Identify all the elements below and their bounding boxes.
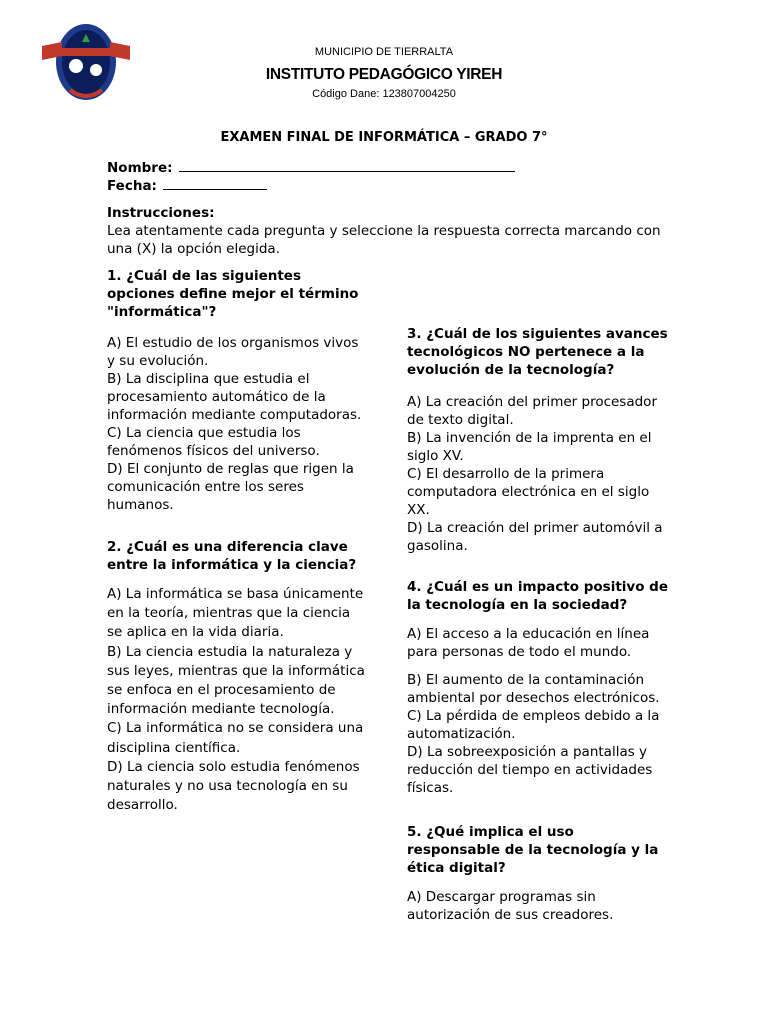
question-block-4 <box>407 578 669 797</box>
instructions-label: Instrucciones: <box>107 205 215 221</box>
municipality-name: MUNICIPIO DE TIERRALTA <box>314 46 454 58</box>
option-b[interactable]: B) El aumento de la contaminación ambiental por desechos electrónicos. <box>407 672 660 706</box>
question-block-1 <box>107 267 369 514</box>
question-text: 5. ¿Qué implica el uso responsable de la tecnología y la ética digital? <box>407 824 659 876</box>
date-field[interactable] <box>107 176 267 194</box>
exam-title: EXAMEN FINAL DE INFORMÁTICA – GRADO 7° <box>220 130 548 145</box>
option-d[interactable]: D) La creación del primer automóvil a gasolina. <box>407 520 663 554</box>
institution-name: INSTITUTO PEDAGÓGICO YIREH <box>265 66 503 83</box>
option-d[interactable]: D) El conjunto de reglas que rigen la comunicación entre los seres humanos. <box>107 461 354 513</box>
option-b[interactable]: B) La invención de la imprenta en el siglo XV. <box>407 430 652 464</box>
option-a[interactable]: A) La informática se basa únicamente en la teoría, mientras que la ciencia se aplica en la vida diaria. <box>107 586 364 641</box>
option-c[interactable]: C) El desarrollo de la primera computadora electrónica en el siglo XX. <box>407 466 650 518</box>
option-a[interactable]: A) Descargar programas sin autorización de sus creadores. <box>407 889 614 923</box>
name-field[interactable] <box>107 158 515 176</box>
option-b[interactable]: B) La ciencia estudia la naturaleza y sus leyes, mientras que la informática se enfoca en el procesamiento de información mediante tecnología. <box>107 643 365 718</box>
option-a[interactable]: A) El acceso a la educación en línea para personas de todo el mundo. <box>407 626 650 660</box>
question-text: 1. ¿Cuál de las siguientes opciones define mejor el término "informática"? <box>107 268 359 320</box>
option-d[interactable]: D) La ciencia solo estudia fenómenos naturales y no usa tecnología en su desarrollo. <box>107 758 360 814</box>
name-label: Nombre: <box>107 160 173 176</box>
options-list <box>407 888 669 924</box>
question-block-3 <box>407 325 669 555</box>
question-text: 3. ¿Cuál de los siguientes avances tecnológicos NO pertenece a la evolución de la tecnología? <box>407 326 668 378</box>
option-c[interactable]: C) La pérdida de empleos debido a la automatización. <box>407 708 660 742</box>
date-label: Fecha: <box>107 178 157 194</box>
option-a[interactable]: A) El estudio de los organismos vivos y su evolución. <box>107 335 359 369</box>
dane-code: Código Dane: 123807004250 <box>312 88 456 100</box>
date-blank-line[interactable] <box>163 176 267 190</box>
option-a[interactable]: A) La creación del primer procesador de texto digital. <box>407 394 657 428</box>
options-list <box>407 625 669 797</box>
instructions <box>107 204 667 258</box>
question-block-2 <box>107 538 369 815</box>
option-b[interactable]: B) La disciplina que estudia el procesamiento automático de la información mediante computadoras. <box>107 371 362 423</box>
options-list <box>107 585 369 815</box>
options-list <box>407 393 669 555</box>
option-d[interactable]: D) La sobreexposición a pantallas y reducción del tiempo en actividades físicas. <box>407 744 653 796</box>
options-list <box>107 334 369 514</box>
question-block-5 <box>407 823 669 924</box>
option-c[interactable]: C) La ciencia que estudia los fenómenos físicos del universo. <box>107 425 320 459</box>
option-c[interactable]: C) La informática no se considera una disciplina científica. <box>107 720 364 756</box>
question-text: 2. ¿Cuál es una diferencia clave entre la informática y la ciencia? <box>107 539 357 573</box>
name-blank-line[interactable] <box>179 158 515 172</box>
instructions-text: Lea atentamente cada pregunta y seleccione la respuesta correcta marcando con una (X) la opción elegida. <box>107 223 661 257</box>
question-text: 4. ¿Cuál es un impacto positivo de la tecnología en la sociedad? <box>407 579 668 613</box>
